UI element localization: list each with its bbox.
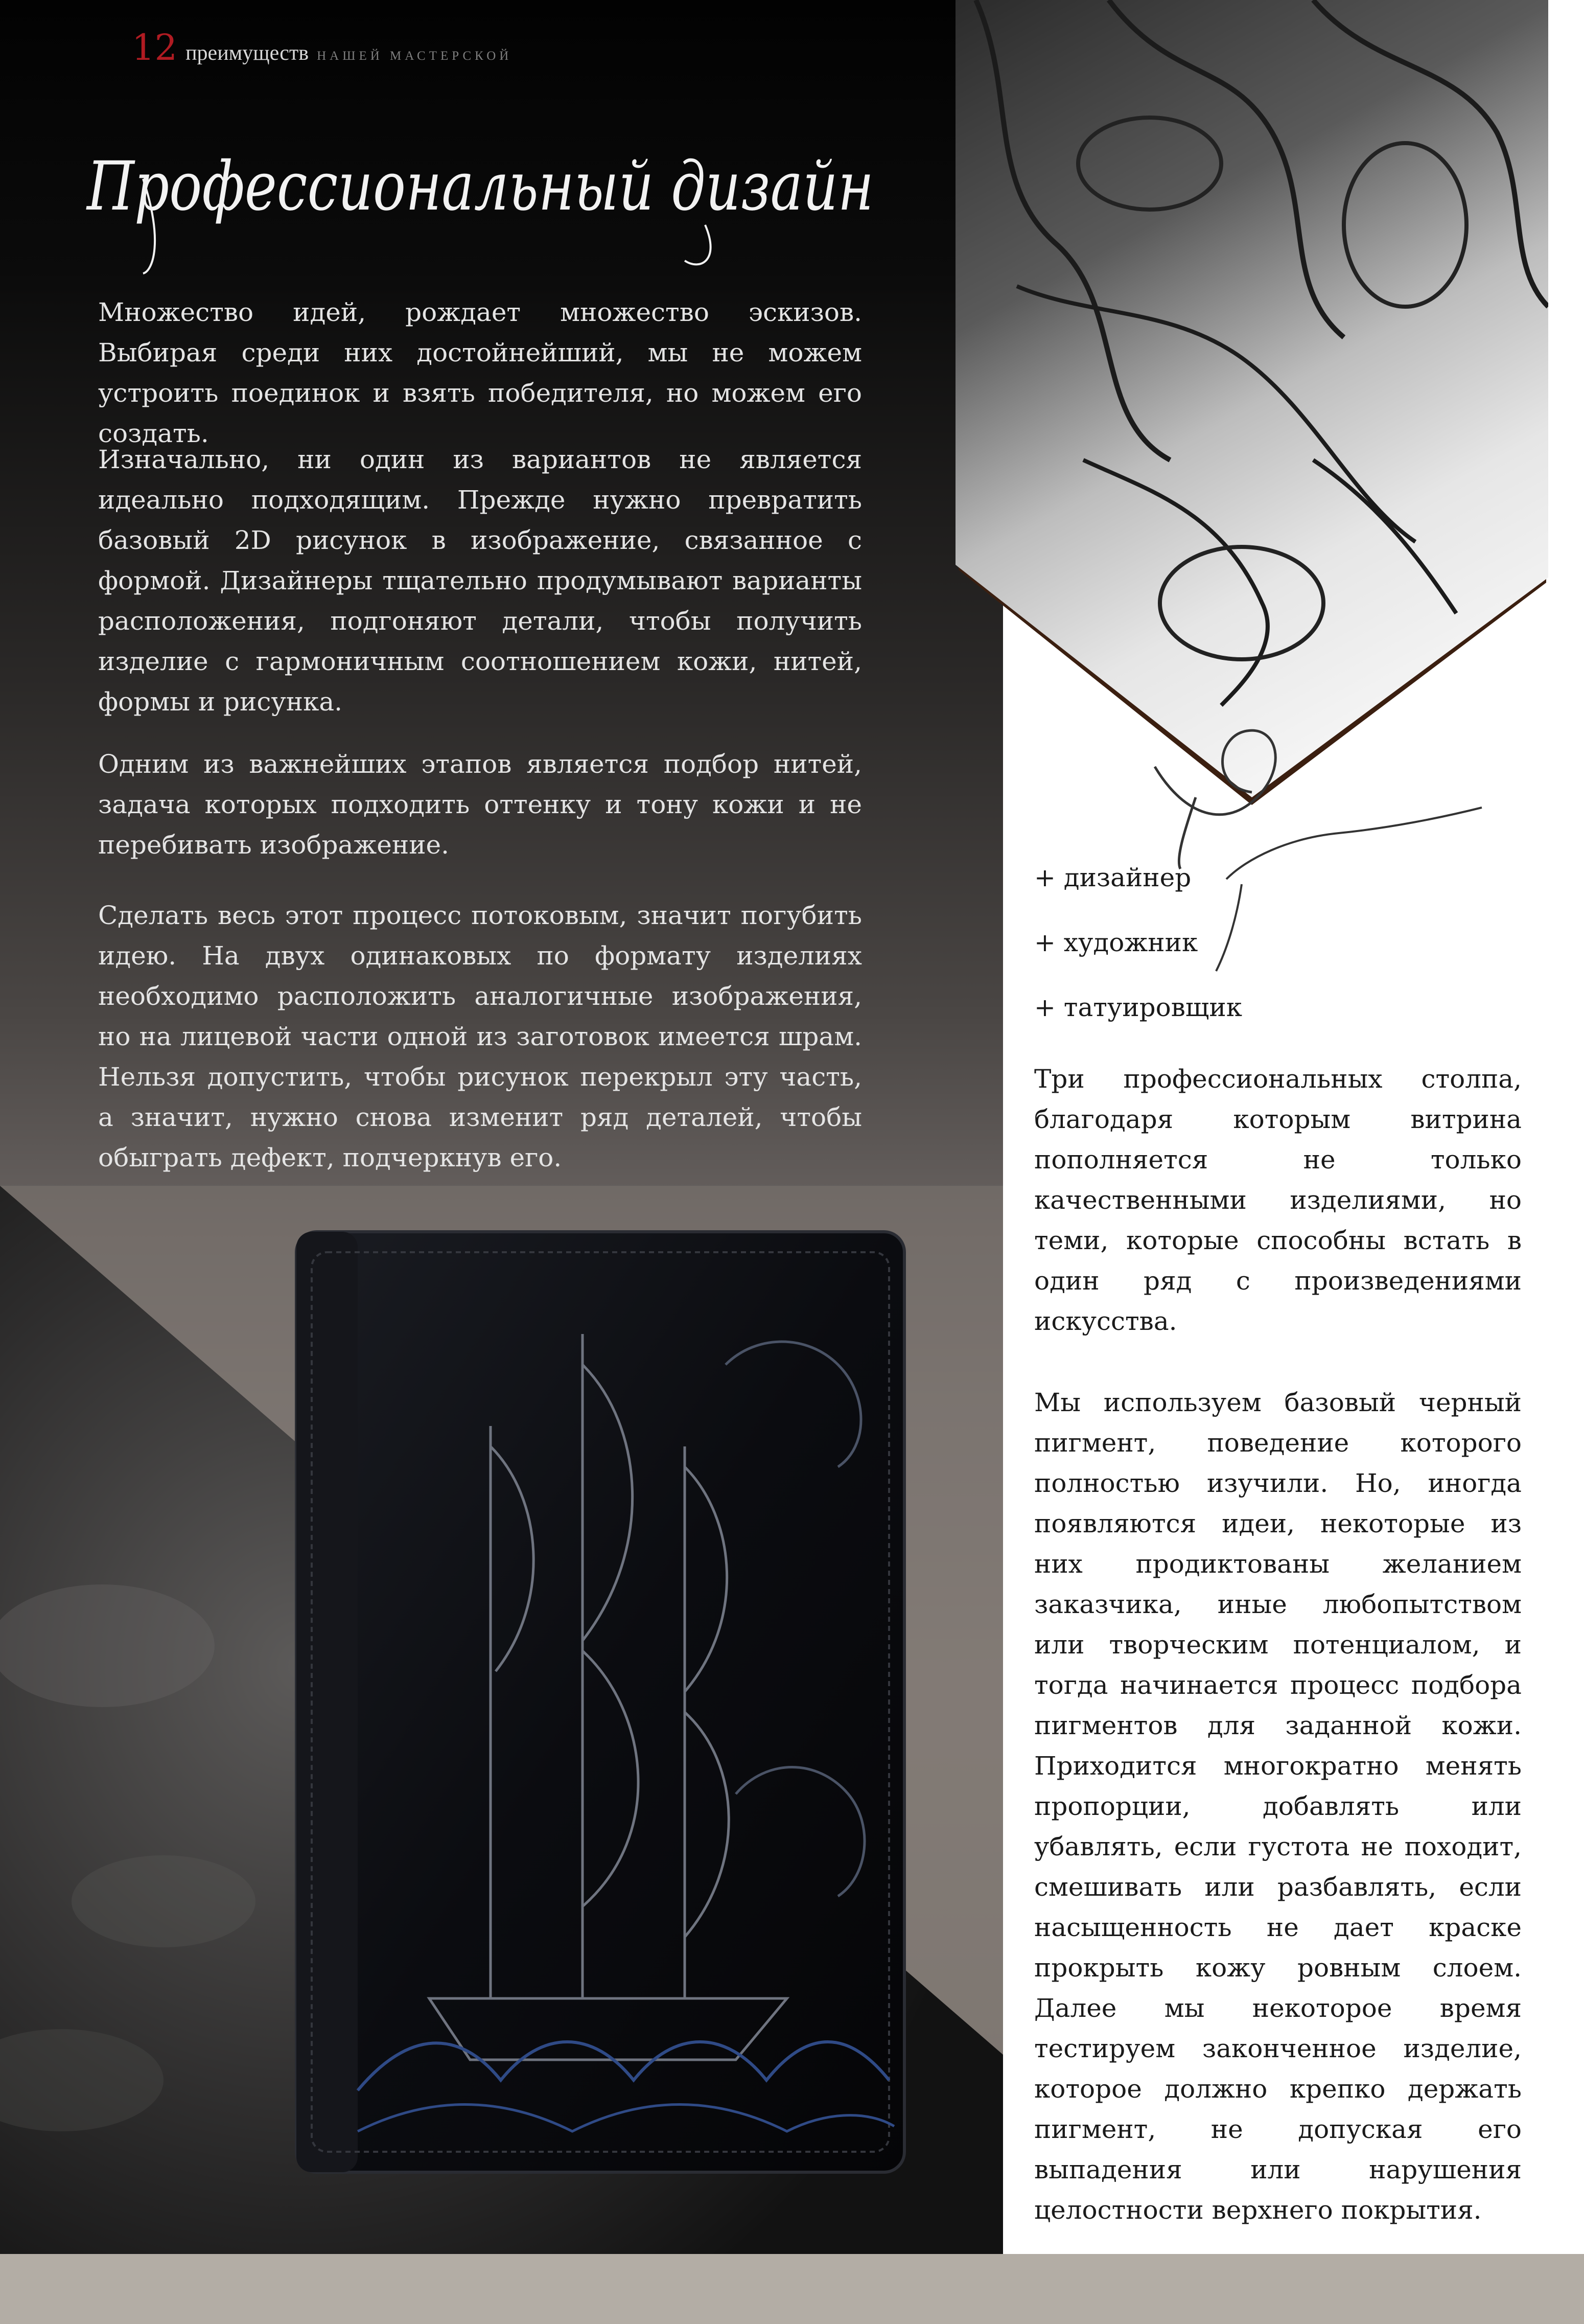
header-title: преимуществ <box>185 41 309 65</box>
paragraph-4: Сделать весь этот процесс потоковым, значит погубить идею. На двух одинаковых по формату изделиях необходимо расположить аналогичные изображения, но на лицевой части одной из заготовок имеется шрам. Нельзя допустить, чтобы рисунок перекрыл эту часть, а значит, нужно снова изменит ряд деталей, чтобы обыграть дефект, подчеркнув его. <box>98 901 862 1172</box>
tag-tattooist: + татуировщик <box>1034 993 1242 1022</box>
right-paragraph-1: Три профессиональных столпа, благодаря которым витрина пополняется не только качественными изделиями, но теми, которые способны встать в один ряд с произведениями искусства. <box>1034 1064 1522 1336</box>
paragraph-2: Изначально, ни один из вариантов не является идеально подходящим. Прежде нужно превратить базовый 2D рисунок в изображение, связанное с формой. Дизайнеры тщательно продумывают варианты расположения, подгоняют детали, чтобы получить изделие с гармоничным соотношением кожи, нитей, формы и рисунка. <box>98 445 862 717</box>
right-paragraph-2: Мы используем базовый черный пигмент, поведение которого полностью изучили. Но, иногда появляются идеи, некоторые из них продиктованы желанием заказчика, иные любопытством или творческим потенциалом, и тогда начинается процесс подбора пигментов для заданной кожи. Приходится многократно менять пропорции, добавлять или убавлять, если густота не походит, смешивать или разбавлять, если насыщенность не дает краске прокрыть кожу ровным слоем. Далее мы некоторое время тестируем законченное изделие, которое должно крепко держать пигмент, не допуская его выпадения или нарушения целостности верхнего покрытия. <box>1034 1388 1522 2225</box>
section-title <box>82 107 879 276</box>
leather-wallet-photo <box>276 1232 925 2193</box>
tag-designer: + дизайнер <box>1034 863 1192 892</box>
section-title-text: Профессиональный дизайн <box>86 147 874 226</box>
bottom-decorative-strip <box>0 2254 1584 2324</box>
tag-artist: + художник <box>1034 928 1198 957</box>
paragraph-1: Множество идей, рождает множество эскизов. Выбирая среди них достойнейший, мы не можем устроить поединок и взять победителя, но можем его создать. <box>98 297 862 448</box>
header-subtitle: НАШЕЙ МАСТЕРСКОЙ <box>317 49 513 63</box>
paragraph-3: Одним из важнейших этапов является подбор нитей, задача которых подходить оттенку и тону кожи и не перебивать изображение. <box>98 749 862 860</box>
page-number: 12 <box>132 27 178 68</box>
running-header <box>132 27 512 67</box>
